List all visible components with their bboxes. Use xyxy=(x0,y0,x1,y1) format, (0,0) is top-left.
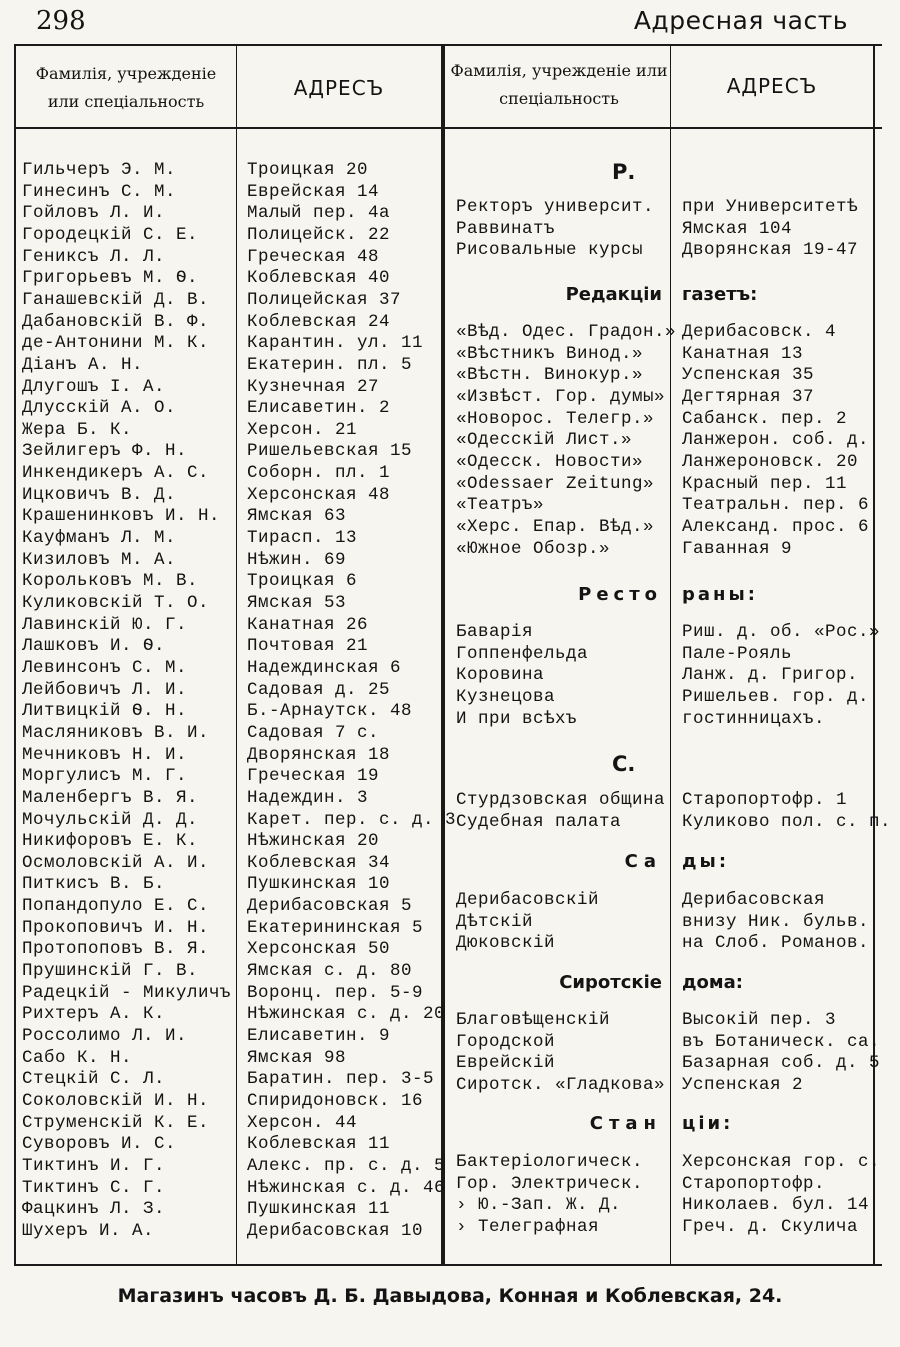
entry-name: Масляниковъ В. И. xyxy=(22,723,210,743)
entry-name: Ганашевскій Д. В. xyxy=(22,290,210,310)
entry-address: Б.-Арнаутск. 48 xyxy=(247,701,413,721)
entry-name: де-Антонини М. К. xyxy=(22,333,210,353)
entry-name: Рихтеръ А. К. xyxy=(22,1004,166,1024)
entry-name: Крашенинковъ И. Н. xyxy=(22,506,221,526)
entry-address: Старопортофр. 1 xyxy=(682,790,848,810)
entry-address: на Слоб. Романов. xyxy=(682,933,870,953)
running-head: Адресная часть xyxy=(633,6,848,35)
entry-address: Тирасп. 13 xyxy=(247,528,358,548)
entry-name: Стурдзовская община xyxy=(456,790,666,810)
section-r: Р. xyxy=(612,160,636,184)
entry-address: Херсонская 48 xyxy=(247,485,391,505)
entry-address: Троицкая 20 xyxy=(247,160,369,180)
entry-address: Театральн. пер. 6 xyxy=(682,495,870,515)
entry-address: Успенская 2 xyxy=(682,1075,804,1095)
entry-address: Коблевская 24 xyxy=(247,312,391,332)
bottom-rule xyxy=(14,1264,882,1266)
entry-name: Ицковичъ В. Д. xyxy=(22,485,177,505)
entry-address: Ланжерон. соб. д. xyxy=(682,430,870,450)
entry-address: Елисаветин. 2 xyxy=(247,398,391,418)
entry-address: Высокій пер. 3 xyxy=(682,1010,837,1030)
entry-name: Лейбовичъ Л. И. xyxy=(22,680,188,700)
entry-address: Елисаветин. 9 xyxy=(247,1026,391,1046)
entry-name: Раввинатъ xyxy=(456,219,556,239)
left-border xyxy=(14,44,16,1266)
entry-address: Херсонская 50 xyxy=(247,939,391,959)
header-name-left: Фамилія, учрежденіе или спеціальность xyxy=(35,64,217,111)
entry-name: Инкендикеръ А. С. xyxy=(22,463,210,483)
entry-name: И при всѣхъ xyxy=(456,709,578,729)
entry-address: Ланж. д. Григор. xyxy=(682,665,859,685)
entry-name: Питкисъ В. Б. xyxy=(22,874,166,894)
entry-name: «Извѣст. Гор. думы» xyxy=(456,387,666,407)
entry-address: Греческая 48 xyxy=(247,247,380,267)
entry-name: Левинсонъ С. М. xyxy=(22,658,188,678)
top-rule xyxy=(14,44,882,46)
entry-name: Сабо К. Н. xyxy=(22,1048,133,1068)
entry-name: Рисовальные курсы xyxy=(456,240,644,260)
entry-name: Литвицкій Ѳ. Н. xyxy=(22,701,188,721)
section-doma: дома: xyxy=(682,972,743,993)
entry-name: Тиктинъ С. Г. xyxy=(22,1178,166,1198)
entry-name: Дерибасовскій xyxy=(456,890,600,910)
entry-address: Малый пер. 4а xyxy=(247,203,391,223)
entry-name: Благовѣщенскій xyxy=(456,1010,611,1030)
entry-name: › Ю.-Зап. Ж. Д. xyxy=(456,1195,622,1215)
section-rany: раны: xyxy=(682,584,758,605)
entry-address: Херсонская гор. с. xyxy=(682,1152,881,1172)
entry-address: Ямская 98 xyxy=(247,1048,347,1068)
entry-address: Николаев. бул. 14 xyxy=(682,1195,870,1215)
entry-address: Александ. прос. 6 xyxy=(682,517,870,537)
entry-name: «Новорос. Телегр.» xyxy=(456,409,655,429)
entry-address: Пушкинская 10 xyxy=(247,874,391,894)
page-number: 298 xyxy=(36,6,86,36)
entry-address: Нѣжинская 20 xyxy=(247,831,380,851)
entry-name: Маленбергъ В. Я. xyxy=(22,788,199,808)
entry-address: Спиридоновск. 16 xyxy=(247,1091,424,1111)
entry-name: Фацкинъ Л. З. xyxy=(22,1199,166,1219)
entry-address: Ямская 53 xyxy=(247,593,347,613)
right-border xyxy=(873,44,875,1266)
entry-name: Дѣтскій xyxy=(456,912,534,932)
entry-name: Куликовскій Т. О. xyxy=(22,593,210,613)
entry-name: Бактеріологическ. xyxy=(456,1152,644,1172)
entry-address: Базарная соб. д. 5 xyxy=(682,1053,881,1073)
entry-name: «Odessaer Zeitung» xyxy=(456,474,655,494)
entry-name: Дюковскій xyxy=(456,933,556,953)
entry-address: Херсон. 21 xyxy=(247,420,358,440)
entry-name: Прушинскій Г. В. xyxy=(22,961,199,981)
entry-name: › Телеграфная xyxy=(456,1217,600,1237)
entry-address: при Университетѣ xyxy=(682,197,859,217)
col-divider-3 xyxy=(670,44,671,1266)
entry-address: Екатерин. пл. 5 xyxy=(247,355,413,375)
entry-address: Кузнечная 27 xyxy=(247,377,380,397)
entry-name: Гильчеръ Э. М. xyxy=(22,160,177,180)
entry-name: Мочульскій Д. Д. xyxy=(22,810,199,830)
entry-address: Дворянская 19-47 xyxy=(682,240,859,260)
footer-advert: Магазинъ часовъ Д. Б. Давыдова, Конная и Коблевская, 24. xyxy=(117,1285,783,1307)
entry-name: Дабановскій В. Ф. xyxy=(22,312,210,332)
entry-address: Соборн. пл. 1 xyxy=(247,463,391,483)
entry-name: Корольковъ М. В. xyxy=(22,571,199,591)
entry-address: Баратин. пер. 3-5 xyxy=(247,1069,435,1089)
header-rule xyxy=(14,127,882,129)
entry-address: Дерибасовск. 4 xyxy=(682,322,837,342)
section-dy: ды: xyxy=(682,851,730,872)
entry-name: Гор. Электрическ. xyxy=(456,1174,644,1194)
entry-address: Куликово пол. с. п. xyxy=(682,812,892,832)
entry-address: Дерибасовская xyxy=(682,890,826,910)
entry-name: «Вѣд. Одес. Градон.» xyxy=(456,322,677,342)
entry-name: Протопоповъ В. Я. xyxy=(22,939,210,959)
entry-name: Лашковъ И. Ѳ. xyxy=(22,636,166,656)
entry-address: Карет. пер. с. д. 3 xyxy=(247,810,457,830)
entry-name: «Херс. Епар. Вѣд.» xyxy=(456,517,655,537)
entry-name: «Южное Обозр.» xyxy=(456,539,611,559)
entry-name: Сиротск. «Гладкова» xyxy=(456,1075,666,1095)
entry-address: Екатерининская 5 xyxy=(247,918,424,938)
entry-address: гостинницахъ. xyxy=(682,709,826,729)
entry-address: Дегтярная 37 xyxy=(682,387,815,407)
entry-name: Россолимо Л. И. xyxy=(22,1026,188,1046)
entry-address: Гаванная 9 xyxy=(682,539,793,559)
center-divider xyxy=(441,44,445,1266)
section-sirotskie: Сиротскіе xyxy=(559,972,662,993)
entry-address: Полицейск. 22 xyxy=(247,225,391,245)
section-resto: Ресто xyxy=(578,584,662,605)
entry-name: Прокоповичъ И. Н. xyxy=(22,918,210,938)
entry-name: Моргулисъ М. Г. xyxy=(22,766,188,786)
entry-name: Жера Б. К. xyxy=(22,420,133,440)
entry-name: Стецкій С. Л. xyxy=(22,1069,166,1089)
entry-address: Еврейская 14 xyxy=(247,182,380,202)
entry-address: Старопортофр. xyxy=(682,1174,826,1194)
entry-name: «Одесск. Новости» xyxy=(456,452,644,472)
entry-address: Полицейская 37 xyxy=(247,290,402,310)
section-sa: Са xyxy=(624,851,662,872)
entry-name: Ректоръ университ. xyxy=(456,197,655,217)
entry-address: Успенская 35 xyxy=(682,365,815,385)
entry-address: Садовая 7 с. xyxy=(247,723,380,743)
entry-name: Кузнецова xyxy=(456,687,556,707)
entry-address: Ришельевская 15 xyxy=(247,441,413,461)
entry-name: Мечниковъ Н. И. xyxy=(22,745,188,765)
entry-address: Ямская 104 xyxy=(682,219,793,239)
entry-name: Длугошъ І. А. xyxy=(22,377,166,397)
col-divider-1 xyxy=(236,44,237,1266)
entry-address: Нѣжин. 69 xyxy=(247,550,347,570)
entry-name: Тиктинъ И. Г. xyxy=(22,1156,166,1176)
entry-name: Струменскій К. Е. xyxy=(22,1113,210,1133)
entry-address: Дерибасовская 5 xyxy=(247,896,413,916)
entry-address: Ямская 63 xyxy=(247,506,347,526)
entry-address: Канатная 26 xyxy=(247,615,369,635)
header-address-right: АДРЕСЪ xyxy=(726,74,818,98)
entry-name: Соколовскій И. Н. xyxy=(22,1091,210,1111)
entry-name: Григорьевъ М. Ѳ. xyxy=(22,268,199,288)
entry-address: Коблевская 11 xyxy=(247,1134,391,1154)
entry-address: Алекс. пр. с. д. 5 xyxy=(247,1156,446,1176)
entry-name: «Вѣстникъ Винод.» xyxy=(456,344,644,364)
entry-name: «Театръ» xyxy=(456,495,545,515)
section-redakcii: Редакціи xyxy=(565,284,662,305)
entry-address: Херсон. 44 xyxy=(247,1113,358,1133)
entry-name: Городецкій С. Е. xyxy=(22,225,199,245)
section-stan: Стан xyxy=(589,1113,662,1134)
entry-address: Нѣжинская с. д. 46 xyxy=(247,1178,446,1198)
entry-name: Гениксъ Л. Л. xyxy=(22,247,166,267)
entry-name: Лавинскій Ю. Г. xyxy=(22,615,188,635)
entry-name: Коровина xyxy=(456,665,545,685)
entry-name: Зейлигеръ Ф. Н. xyxy=(22,441,188,461)
entry-address: Дерибасовская 10 xyxy=(247,1221,424,1241)
entry-name: «Вѣстн. Винокур.» xyxy=(456,365,644,385)
entry-address: Ришельев. гор. д. xyxy=(682,687,870,707)
entry-name: Баварія xyxy=(456,622,534,642)
entry-name: Городской xyxy=(456,1032,556,1052)
section-gazet: газетъ: xyxy=(682,284,758,305)
entry-address: Греч. д. Скулича xyxy=(682,1217,859,1237)
header-address-left: АДРЕСЪ xyxy=(293,76,385,100)
entry-address: Пале-Рояль xyxy=(682,644,793,664)
entry-name: Суворовъ И. С. xyxy=(22,1134,177,1154)
entry-address: Дворянская 18 xyxy=(247,745,391,765)
entry-address: Карантин. ул. 11 xyxy=(247,333,424,353)
section-cii: ціи: xyxy=(682,1113,734,1134)
entry-name: Судебная палата xyxy=(456,812,622,832)
entry-name: Гинесинъ С. М. xyxy=(22,182,177,202)
entry-address: Коблевская 40 xyxy=(247,268,391,288)
entry-name: Еврейскій xyxy=(456,1053,556,1073)
entry-name: Попандопуло Е. С. xyxy=(22,896,210,916)
entry-address: внизу Ник. бульв. xyxy=(682,912,870,932)
entry-name: Радецкій - Микуличъ xyxy=(22,983,232,1003)
entry-name: Кизиловъ М. А. xyxy=(22,550,177,570)
entry-address: Почтовая 21 xyxy=(247,636,369,656)
entry-address: Нѣжинская с. д. 20 xyxy=(247,1004,446,1024)
entry-address: Надеждин. 3 xyxy=(247,788,369,808)
entry-address: Ланжероновск. 20 xyxy=(682,452,859,472)
entry-address: Коблевская 34 xyxy=(247,853,391,873)
entry-address: Канатная 13 xyxy=(682,344,804,364)
entry-name: «Одесскій Лист.» xyxy=(456,430,633,450)
entry-name: Гоппенфельда xyxy=(456,644,589,664)
entry-address: Риш. д. об. «Рос.» xyxy=(682,622,881,642)
entry-name: Никифоровъ Е. К. xyxy=(22,831,199,851)
entry-address: Греческая 19 xyxy=(247,766,380,786)
entry-address: въ Ботаническ. са. xyxy=(682,1032,881,1052)
entry-name: Діанъ А. Н. xyxy=(22,355,144,375)
entry-address: Ямская с. д. 80 xyxy=(247,961,413,981)
entry-name: Шухеръ И. А. xyxy=(22,1221,155,1241)
entry-address: Сабанск. пер. 2 xyxy=(682,409,848,429)
entry-name: Осмоловскій А. И. xyxy=(22,853,210,873)
entry-address: Надеждинская 6 xyxy=(247,658,402,678)
entry-address: Садовая д. 25 xyxy=(247,680,391,700)
header-name-right: Фамилія, учрежденіе или спеціальность xyxy=(450,61,668,108)
entry-name: Кауфманъ Л. М. xyxy=(22,528,177,548)
entry-name: Длусскій А. О. xyxy=(22,398,177,418)
entry-address: Красный пер. 11 xyxy=(682,474,848,494)
section-s: С. xyxy=(612,752,636,776)
entry-address: Воронц. пер. 5-9 xyxy=(247,983,424,1003)
entry-address: Троицкая 6 xyxy=(247,571,358,591)
entry-name: Гойловъ Л. И. xyxy=(22,203,166,223)
entry-address: Пушкинская 11 xyxy=(247,1199,391,1219)
